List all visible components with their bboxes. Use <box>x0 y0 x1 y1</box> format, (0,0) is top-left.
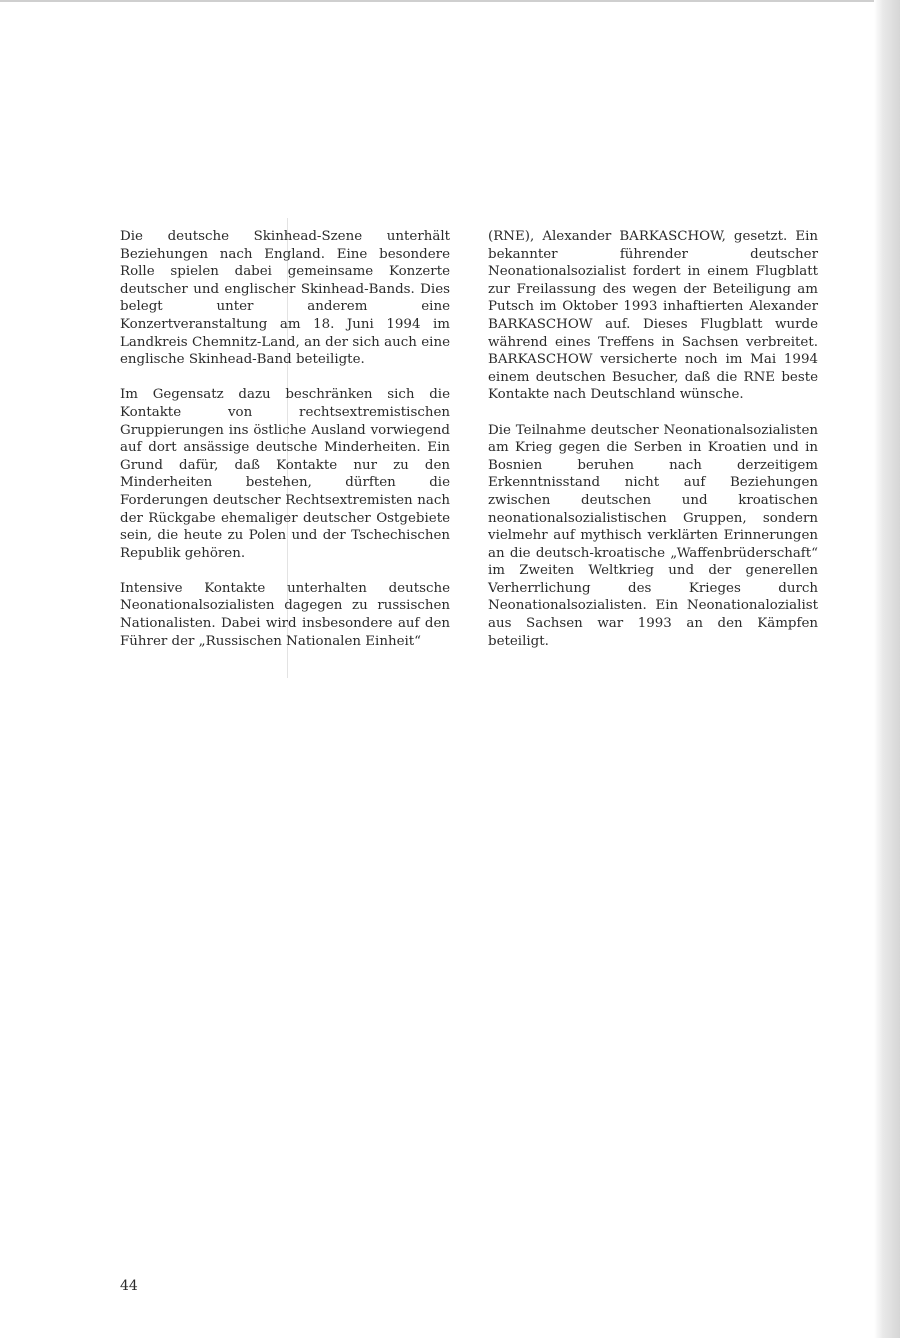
paragraph-barkaschow: (RNE), Alexander BARKASCHOW, gesetzt. Ein bekannter führender deutscher Neonationalsozialist fordert in einem Flugblatt zur Freilassung des wegen der Beteiligung am Putsch im Oktober 1993 inhaftierten Alexander BARKASCHOW auf. Dieses Flugblatt wurde während eines Treffens in Sachsen verbreitet. BARKASCHOW versicherte noch im Mai 1994 einem deutschen Besucher, daß die RNE beste Kontakte nach Deutschland wünsche. <box>488 229 818 403</box>
paragraph-eastern-contacts: Im Gegensatz dazu beschränken sich die Kontakte von rechtsextremistischen Gruppierungen ins östliche Ausland vorwiegend auf dort ansässige deutsche Minderheiten. Ein Grund dafür, daß Kontakte nur zu den Minderheiten bestehen, dürften die Forderungen deutscher Rechtsextremisten nach der Rückgabe ehemaliger deutscher Ostgebiete sein, die heute zu Polen und der Tschechischen Republik gehören. <box>120 387 450 561</box>
paragraph-russian-nationalists: Intensive Kontakte unterhalten deutsche Neonationalsozialisten dagegen zu russischen Nationalisten. Dabei wird insbesondere auf den Führer der „Russischen Nationalen Einheit“ <box>120 580 450 649</box>
paragraph-croatia-bosnia: Die Teilnahme deutscher Neonationalsozialisten am Krieg gegen die Serben in Kroatien und in Bosnien beruhen nach derzeitigem Erkenntnisstand nicht auf Beziehungen zwischen deutschen und kroatischen neonationalsozialistischen Gruppen, sondern vielmehr auf mythisch verklärten Erinnerungen an die deutsch-kroatische „Waffenbrüderschaft“ im Zweiten Weltkrieg und der generellen Verherrlichung des Krieges durch Neonationalsozialisten. Ein Neonationalozialist aus Sachsen war 1993 an den Kämpfen beteiligt. <box>488 422 818 649</box>
page-number: 44 <box>120 1278 138 1294</box>
text-column-left <box>120 228 450 668</box>
text-column-right <box>488 228 818 668</box>
paragraph-skinhead-england: Die deutsche Skinhead-Szene unterhält Beziehungen nach England. Eine besondere Rolle spielen dabei gemeinsame Konzerte deutscher und englischer Skinhead-Bands. Dies belegt unter anderem eine Konzertveranstaltung am 18. Juni 1994 im Landkreis Chemnitz-Land, an der sich auch eine englische Skinhead-Band beteiligte. <box>120 229 450 368</box>
scan-edge-shadow <box>874 0 900 1338</box>
top-edge-rule <box>0 0 900 2</box>
